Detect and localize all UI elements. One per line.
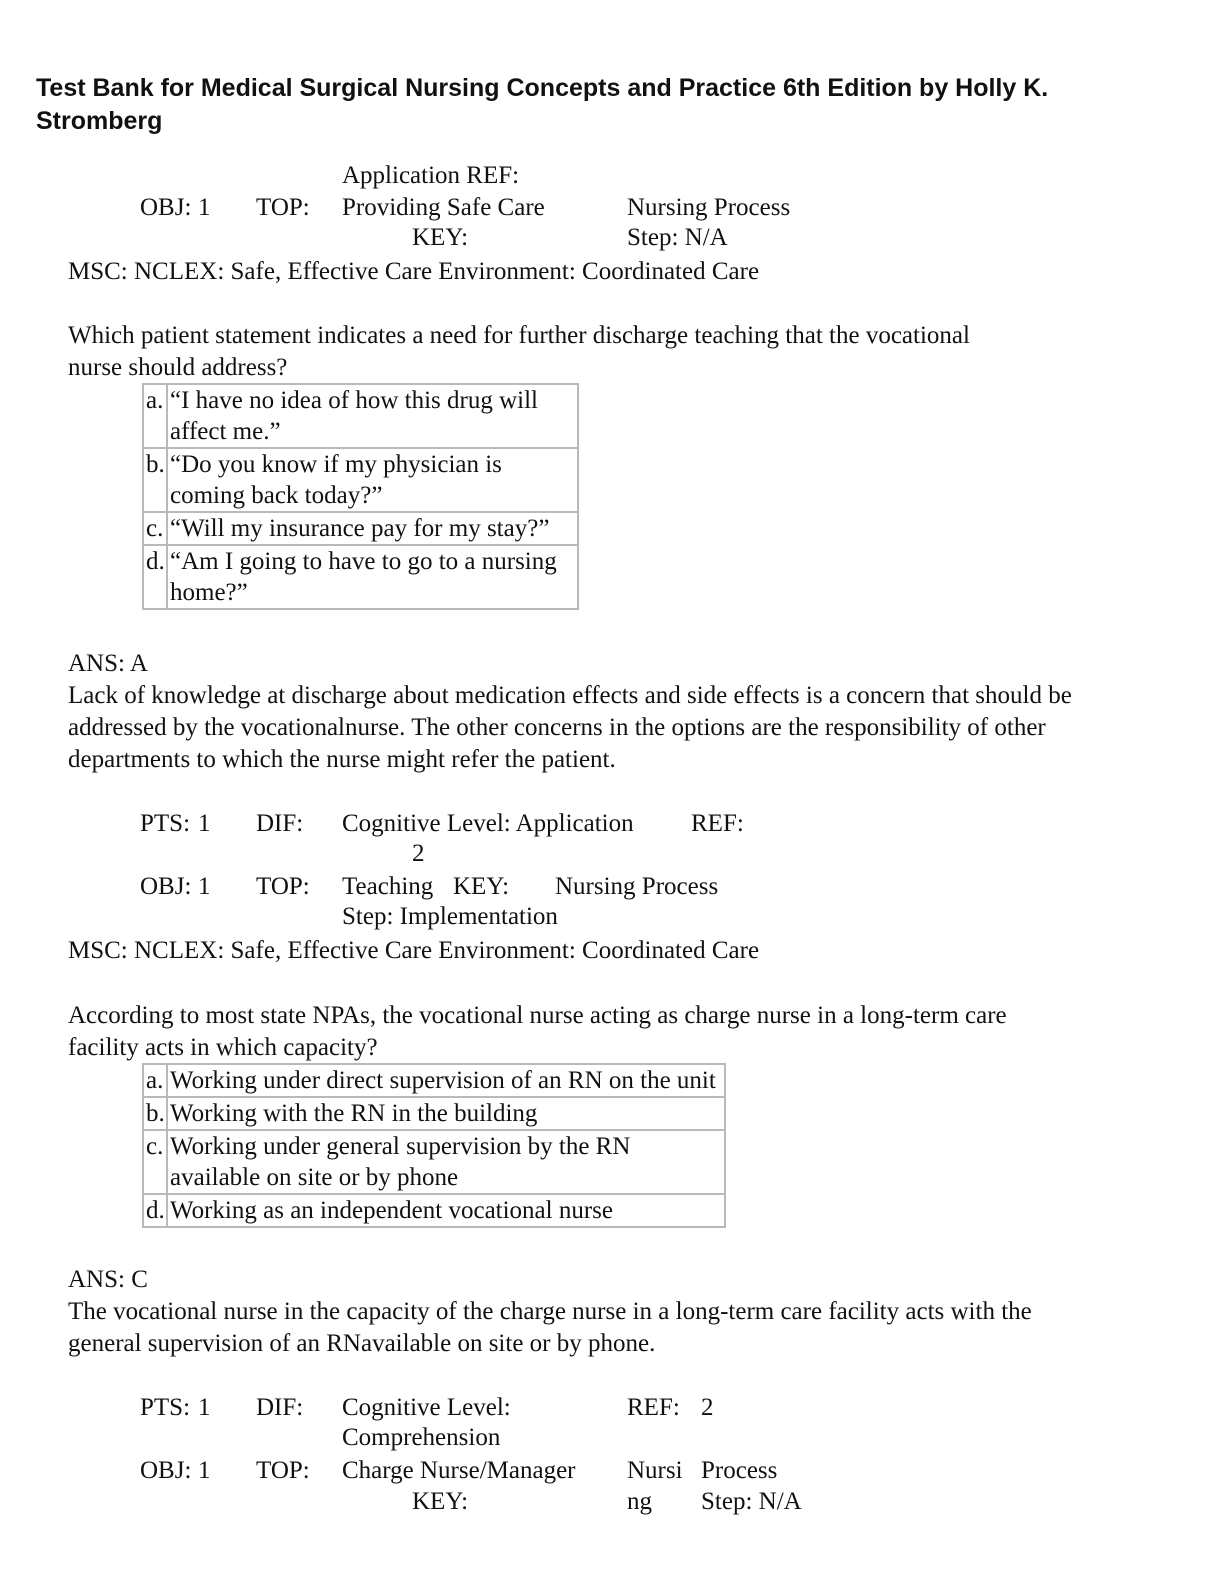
obj-value: 1: [198, 194, 211, 221]
option-text: Working with the RN in the building: [167, 1097, 725, 1130]
obj-value: 1: [198, 1457, 211, 1484]
obj-label: OBJ:: [140, 194, 192, 221]
option-text: “Will my insurance pay for my stay?”: [167, 512, 578, 545]
key-value-line2: Step: N/A: [627, 224, 728, 251]
key-value-line1: Nursing Process: [627, 194, 791, 221]
option-text: “Am I going to have to go to a nursing home?”: [167, 545, 578, 609]
top-value: Teaching: [342, 873, 434, 900]
ref-value: 2: [412, 840, 425, 867]
question-1-stem: Which patient statement indicates a need for further discharge teaching that the vocational nurse should address?: [68, 322, 970, 381]
dif-label: DIF:: [256, 1394, 304, 1421]
pts-value: 1: [198, 1394, 211, 1421]
option-letter: b.: [143, 1097, 167, 1130]
key-label: KEY:: [412, 224, 469, 251]
option-text: Working under direct supervision of an RN on the unit: [167, 1064, 725, 1097]
option-letter: d.: [143, 545, 167, 609]
key-value-part-a: Nursi: [627, 1457, 683, 1484]
option-letter: c.: [143, 1130, 167, 1194]
option-letter: d.: [143, 1194, 167, 1227]
option-row: [143, 512, 578, 545]
key-value-line1: Nursing Process: [555, 873, 719, 900]
top-value: Providing Safe Care: [342, 194, 545, 221]
option-letter: b.: [143, 448, 167, 512]
ref-value: 2: [701, 1394, 714, 1421]
dif-value: Cognitive Level: Application: [342, 810, 634, 837]
option-letter: a.: [143, 1064, 167, 1097]
cognitive-level-tail: Application REF:: [342, 162, 520, 189]
question-2-stem: According to most state NPAs, the vocational nurse acting as charge nurse in a long-term care facility acts in which capacity?: [68, 1002, 1007, 1061]
dif-value-line2: Comprehension: [342, 1424, 501, 1451]
top-value: Charge Nurse/Manager: [342, 1457, 576, 1484]
option-text: Working as an independent vocational nurse: [167, 1194, 725, 1227]
dif-value-line1: Cognitive Level:: [342, 1394, 511, 1421]
msc-line: MSC: NCLEX: Safe, Effective Care Environment: Coordinated Care: [68, 937, 760, 964]
option-row: [143, 1194, 725, 1227]
option-letter: c.: [143, 512, 167, 545]
option-row: [143, 1130, 725, 1194]
obj-label: OBJ:: [140, 1457, 192, 1484]
top-label: TOP:: [256, 194, 310, 221]
ref-label: REF:: [627, 1394, 680, 1421]
key-value-part-c: Process: [701, 1457, 778, 1484]
obj-value: 1: [198, 873, 211, 900]
option-row: [143, 384, 578, 448]
option-text: “I have no idea of how this drug will affect me.”: [167, 384, 578, 448]
document-title: Test Bank for Medical Surgical Nursing Concepts and Practice 6th Edition by Holly K. Stromberg: [36, 74, 1049, 135]
pts-label: PTS:: [140, 1394, 191, 1421]
question-2-rationale: The vocational nurse in the capacity of the charge nurse in a long-term care facility acts with the general supervision of an RNavailable on site or by phone.: [68, 1298, 1032, 1357]
option-row: [143, 448, 578, 512]
option-row: [143, 1064, 725, 1097]
pts-value: 1: [198, 810, 211, 837]
obj-label: OBJ:: [140, 873, 192, 900]
ref-label: REF:: [691, 810, 744, 837]
key-label: KEY:: [412, 1488, 469, 1515]
question-1-answer: ANS: A: [68, 650, 148, 677]
option-text: Working under general supervision by the RN available on site or by phone: [167, 1130, 725, 1194]
option-row: [143, 545, 578, 609]
top-label: TOP:: [256, 873, 310, 900]
option-row: [143, 1097, 725, 1130]
msc-line: MSC: NCLEX: Safe, Effective Care Environment: Coordinated Care: [68, 258, 760, 285]
key-value-part-d: Step: N/A: [701, 1488, 802, 1515]
key-label: KEY:: [453, 873, 510, 900]
top-label: TOP:: [256, 1457, 310, 1484]
option-letter: a.: [143, 384, 167, 448]
question-2-answer: ANS: C: [68, 1266, 148, 1293]
dif-label: DIF:: [256, 810, 304, 837]
question-1-rationale: Lack of knowledge at discharge about medication effects and side effects is a concern that should be addressed by the vocationalnurse. The other concerns in the options are the responsibility of other departments to which the nurse might refer the patient.: [68, 682, 1072, 773]
key-value-part-b: ng: [627, 1488, 652, 1515]
question-1-options: [142, 383, 579, 610]
option-text: “Do you know if my physician is coming back today?”: [167, 448, 578, 512]
pts-label: PTS:: [140, 810, 191, 837]
question-2-options: [142, 1063, 726, 1228]
key-value-line2: Step: Implementation: [342, 903, 558, 930]
